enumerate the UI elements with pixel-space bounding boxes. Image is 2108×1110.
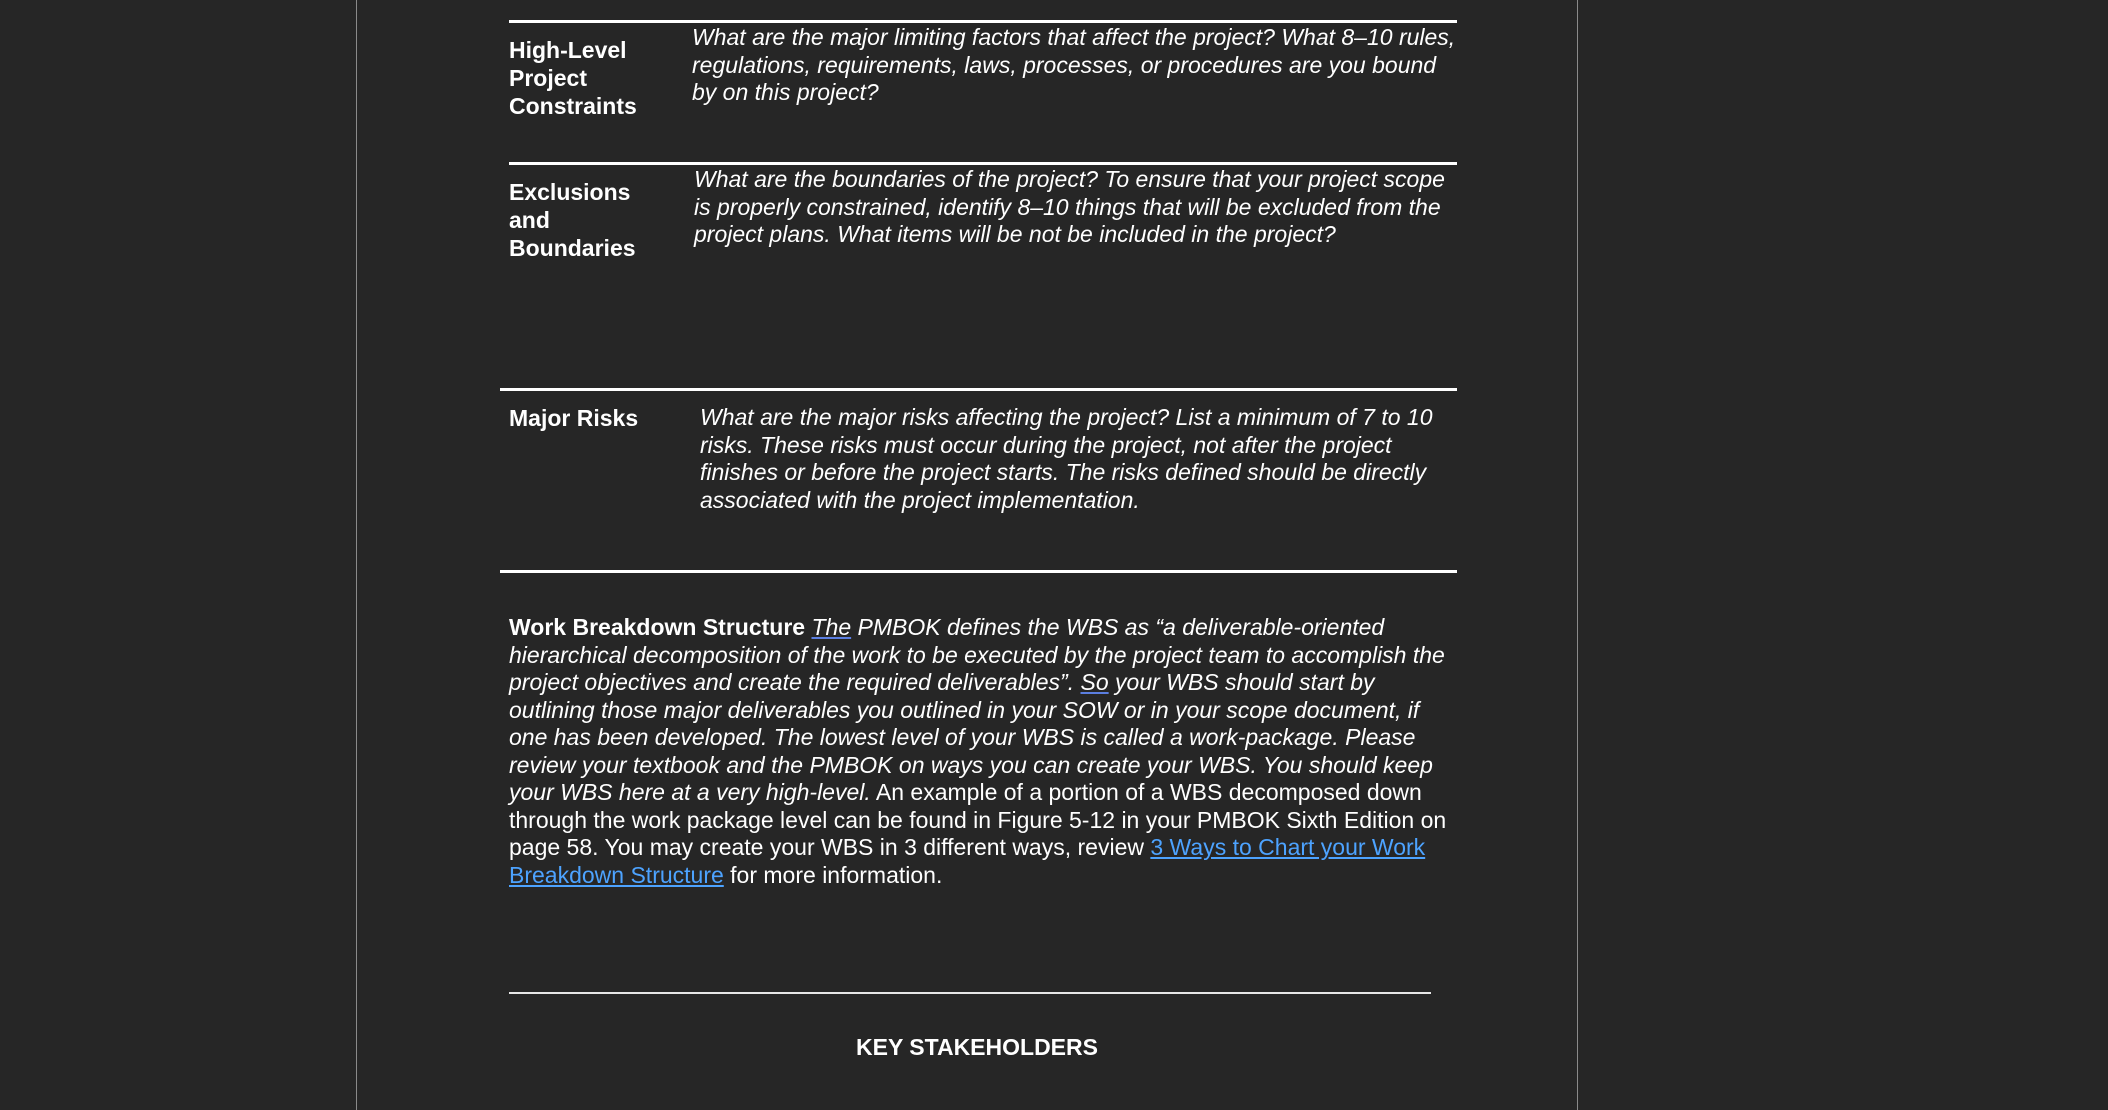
risks-label: Major Risks — [509, 405, 639, 431]
table-rule — [500, 388, 1457, 391]
table-rule — [500, 570, 1457, 573]
wbs-italic-text-1: PMBOK defines the WBS as “a deliverable-oriented hierarchical decomposition of the work to be executed by the project team to accomplish the project objectives and create the required deliverables”. — [509, 614, 1445, 695]
table-rule — [509, 162, 1457, 165]
wbs-title: Work Breakdown Structure — [509, 614, 806, 640]
wbs-italic-text-2: your WBS should start by outlining those major deliverables you outlined in your SOW or in your scope document, if one has been developed. The lowest level of your WBS is called a work-package. Please review your textbook and the PMBOK on ways you can create your WBS. You should keep your WBS here at a very high-level. — [509, 669, 1433, 805]
exclusions-label: Exclusions and Boundaries — [509, 179, 636, 261]
table-rule — [509, 20, 1457, 23]
wbs-chart-link[interactable]: 3 Ways to Chart your Work Breakdown Structure — [509, 834, 1426, 888]
wbs-plain-text: An example of a portion of a WBS decomposed down through the work package level can be found in Figure 5-12 in your PMBOK Sixth Edition on page 58. You may create your WBS in 3 different ways, review — [509, 779, 1447, 860]
wbs-paragraph — [509, 614, 1449, 889]
constraints-description: What are the major limiting factors that affect the project? What 8–10 rules, regulations, requirements, laws, processes, or procedures are you bound by on this project? — [692, 24, 1456, 105]
wbs-after-link: for more information. — [723, 861, 943, 888]
constraints-label: High-Level Project Constraints — [509, 37, 637, 119]
exclusions-description: What are the boundaries of the project? To ensure that your project scope is properly constrained, identify 8–10 things that will be excluded from the project plans. What items will be not be included in the project? — [694, 166, 1445, 247]
key-stakeholders-heading: KEY STAKEHOLDERS — [856, 1034, 1098, 1060]
risks-description: What are the major risks affecting the project? List a minimum of 7 to 10 risks. These risks must occur during the project, not after the project finishes or before the project starts. The risks defined should be directly associated with the project implementation. — [700, 404, 1433, 513]
section-divider — [509, 992, 1431, 994]
wbs-so-word: So — [1080, 669, 1109, 695]
wbs-the-word: The — [811, 614, 852, 640]
